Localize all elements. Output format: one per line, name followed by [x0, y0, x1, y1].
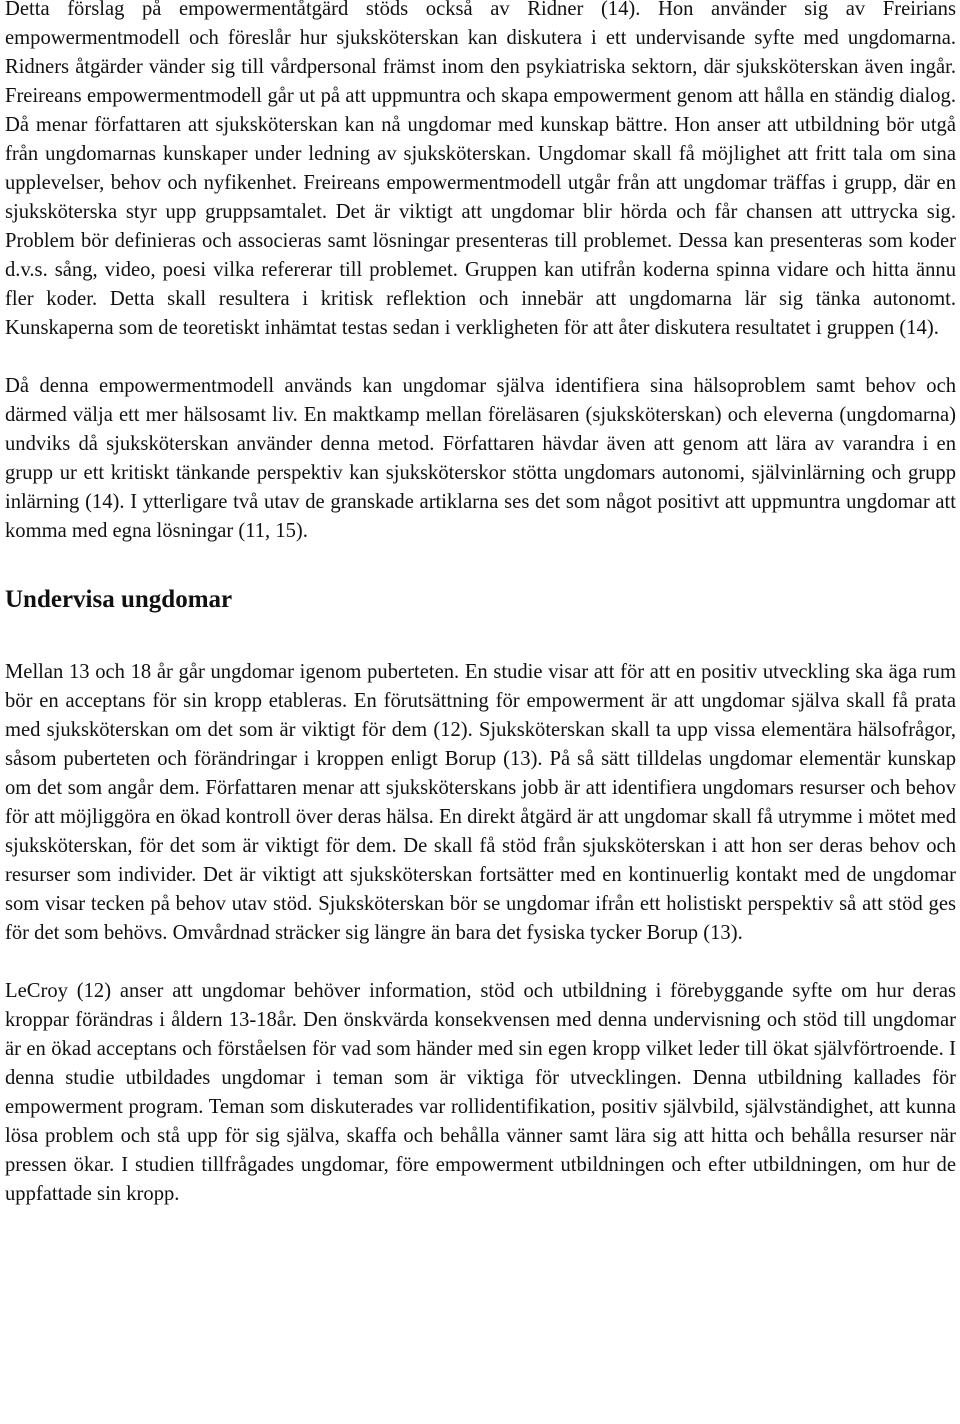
document-page: [5, 0, 956, 1209]
paragraph-lecroy: LeCroy (12) anser att ungdomar behöver information, stöd och utbildning i förebyggande syfte om hur deras kroppar förändras i åldern 13-18år. Den önskvärda konsekvensen med denna undervisning och stöd till ungdomar är en ökad acceptans och förståelsen för vad som händer med sin egen kropp vilket leder till ökat självförtroende. I denna studie utbildades ungdomar i teman som är viktiga för utvecklingen. Denna utbildning kallades för empowerment program. Teman som diskuterades var rollidentifikation, positiv självbild, självständighet, att kunna lösa problem och stå upp för sig själva, skaffa och behålla vänner samt lära sig att hitta och behålla resurser när pressen ökar. I studien tillfrågades ungdomar, före empowerment utbildningen och efter utbildningen, om hur de uppfattade sin kropp.: [5, 980, 956, 1205]
paragraph-puberty: Mellan 13 och 18 år går ungdomar igenom puberteten. En studie visar att för att en positiv utveckling ska äga rum bör en acceptans för sin kropp etableras. En förutsättning för empowerment är att ungdomar själva skall få prata med sjuksköterskan om det som är viktigt för dem (12). Sjuksköterskan skall ta upp vissa elementära hälsofrågor, såsom puberteten och förändringar i kroppen enligt Borup (13). På så sätt tilldelas ungdomar elementär kunskap om det som angår dem. Författaren menar att sjuksköterskans jobb är att identifiera ungdomars resurser och behov för att möjliggöra en ökad kontroll över deras hälsa. En direkt åtgärd är att ungdomar skall få utrymme i mötet med sjuksköterskan, för det som är viktigt för dem. De skall få stöd från sjuksköterskan i att hon ser deras behov och resurser som individer. Det är viktigt att sjuksköterskan fortsätter med en kontinuerlig kontakt med de ungdomar som visar tecken på behov utav stöd. Sjuksköterskan bör se ungdomar ifrån ett holistiskt perspektiv så att stöd ges för det som behövs. Omvårdnad sträcker sig längre än bara det fysiska tycker Borup (13).: [5, 661, 956, 944]
paragraph-freire-model: Detta förslag på empowermentåtgärd stöds också av Ridner (14). Hon använder sig av Freirians empowermentmodell och föreslår hur sjuksköterskan kan diskutera i ett undervisande syfte med ungdomarna. Ridners åtgärder vänder sig till vårdpersonal främst inom den psykiatriska sektorn, där sjuksköterskan även ingår. Freireans empowermentmodell går ut på att uppmuntra och skapa empowerment genom att hålla en ständig dialog. Då menar författaren att sjuksköterskan kan nå ungdomar med kunskap bättre. Hon anser att utbildning bör utgå från ungdomarnas kunskaper under ledning av sjuksköterskan. Ungdomar skall få möjlighet att fritt tala om sina upplevelser, behov och nyfikenhet. Freireans empowermentmodell utgår från att ungdomar träffas i grupp, där en sjuksköterska styr upp gruppsamtalet. Det är viktigt att ungdomar blir hörda och får chansen att uttrycka sig. Problem bör definieras och associeras samt lösningar presenteras till problemet. Dessa kan presenteras som koder d.v.s. sång, video, poesi vilka refererar till problemet. Gruppen kan utifrån koderna spinna vidare och hitta ännu fler koder. Detta skall resultera i kritisk reflektion och innebär att ungdomarna lär sig tänka autonomt. Kunskaperna som de teoretiskt inhämtat testas sedan i verkligheten för att åter diskutera resultatet i gruppen (14).: [5, 0, 956, 339]
section-heading: Undervisa ungdomar: [5, 586, 233, 613]
paragraph-empowerment-method: Då denna empowermentmodell används kan ungdomar själva identifiera sina hälsoproblem samt behov och därmed välja ett mer hälsosamt liv. En maktkamp mellan föreläsaren (sjuksköterskan) och eleverna (ungdomarna) undviks då sjuksköterskan använder denna metod. Författaren hävdar även att genom att lära av varandra i en grupp ur ett kritiskt tänkande perspektiv kan sjuksköterskor stötta ungdomars autonomi, självinlärning och grupp inlärning (14). I ytterligare två utav de granskade artiklarna ses det som något positivt att uppmuntra ungdomar att komma med egna lösningar (11, 15).: [5, 375, 956, 542]
